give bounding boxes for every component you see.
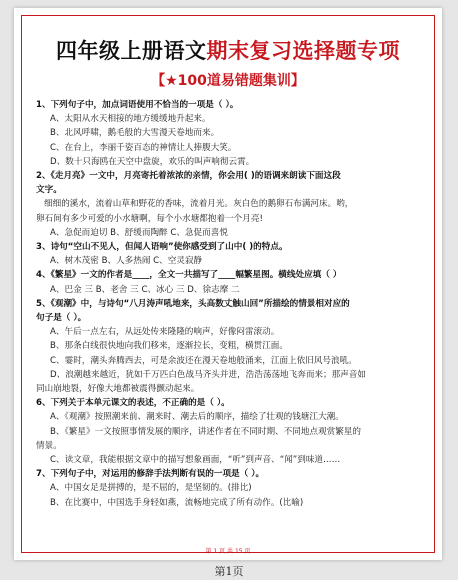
text-line: 细细的溪水，流着山草和野花的香味，流着月光。灰白色的鹅卵石布满河床。哟， <box>44 199 354 210</box>
question-line: 6、下列关于本单元课文的表述，不正确的是（ ）。 <box>36 398 230 409</box>
text-line: 卵石间有多少可爱的小水塘啊，每个小水塘都抱着一个月亮! <box>36 213 263 224</box>
option-line: B、那条白线很快地向我们移来，逐渐拉长，变粗，横贯江面。 <box>50 341 288 352</box>
option-line: A、中国女足是拼搏的，是不屈的，是坚韧的。(排比) <box>50 483 252 494</box>
question-line: 3、诗句“空山不见人，但闻人语响”使你感受到了山中( )的特点。 <box>36 242 288 253</box>
option-line: D、数十只海鸥在天空中盘旋，欢乐的叫声响彻云霄。 <box>50 156 255 167</box>
page-caption: 第1页 <box>214 565 244 578</box>
question-line: 5、《观潮》中，与诗句“八月涛声吼地来，头高数丈触山回”所描绘的情景相对应的 <box>36 298 350 309</box>
text-line: 同山崩地裂，好像大地都被震得颤动起来。 <box>36 384 200 395</box>
text-line: 情景。 <box>36 440 62 451</box>
page-subtitle: 【★100道易错题集训】 <box>151 73 305 89</box>
option-line: C、读文章，我能根据文章中的描写想象画面，“听”到声音、“闻”到味道…… <box>50 455 341 466</box>
option-line: A、巴金 三 B、老舍 三 C、冰心 三 D、徐志摩 二 <box>50 284 240 295</box>
option-line: C、霎时，潮头奔腾西去，可是余波还在漫天卷地般涌来，江面上依旧风号浪吼。 <box>50 355 357 366</box>
title-red-part: 期末复习选择题专项 <box>206 39 400 63</box>
option-line: B、在比赛中，中国选手身轻如燕，流畅地完成了所有动作。(比喻) <box>50 497 304 508</box>
option-line: A、树木茂密 B、人多热闹 C、空灵寂静 <box>50 256 203 267</box>
option-line: D、浪潮越来越近，犹如千万匹白色战马齐头并进，浩浩荡荡地飞奔而来；那声音如 <box>50 369 366 380</box>
document-page <box>14 8 442 560</box>
option-line: A、急促而迫切 B、舒缓而陶醉 C、急促而喜悦 <box>50 227 228 238</box>
question-line: 4、《繁星》一文的作者是____，全文一共描写了____幅繁星图。横线处应填（ ） <box>36 270 342 281</box>
question-list <box>36 98 420 510</box>
option-line: A、《观潮》按照潮来前、潮来时、潮去后的顺序，描绘了壮观的钱塘江大潮。 <box>50 412 344 423</box>
option-line: C、在台上，李丽千姿百态的神情让人捧腹大笑。 <box>50 142 237 153</box>
question-line: 7、下列句子中，对运用的修辞手法判断有误的一项是（ ）。 <box>36 469 265 480</box>
page-title <box>14 38 442 64</box>
option-line: A、太阳从水天相接的地方缓缓地升起来。 <box>50 114 211 125</box>
question-line: 句子是（ ）。 <box>36 313 87 324</box>
option-line: B、北风呼啸，鹅毛般的大雪漫天卷地而来。 <box>50 128 220 139</box>
title-black-part: 四年级上册语文 <box>56 39 207 63</box>
option-line: B、《繁星》一文按照事情发展的顺序，讲述作者在不同时期、不同地点观赏繁星的 <box>50 426 361 437</box>
question-line: 2、《走月亮》一文中，月亮寄托着浓浓的亲情，你会用( )的语调来朗读下面这段 <box>36 171 341 182</box>
question-line: 文字。 <box>36 185 62 196</box>
question-line: 1、下列句子中，加点词语使用不恰当的一项是（ ）。 <box>36 100 239 110</box>
page-footer: 第 1 页 共 15 页 <box>205 548 251 555</box>
option-line: A、午后一点左右，从远处传来隆隆的响声，好像闷雷滚动。 <box>50 327 280 338</box>
